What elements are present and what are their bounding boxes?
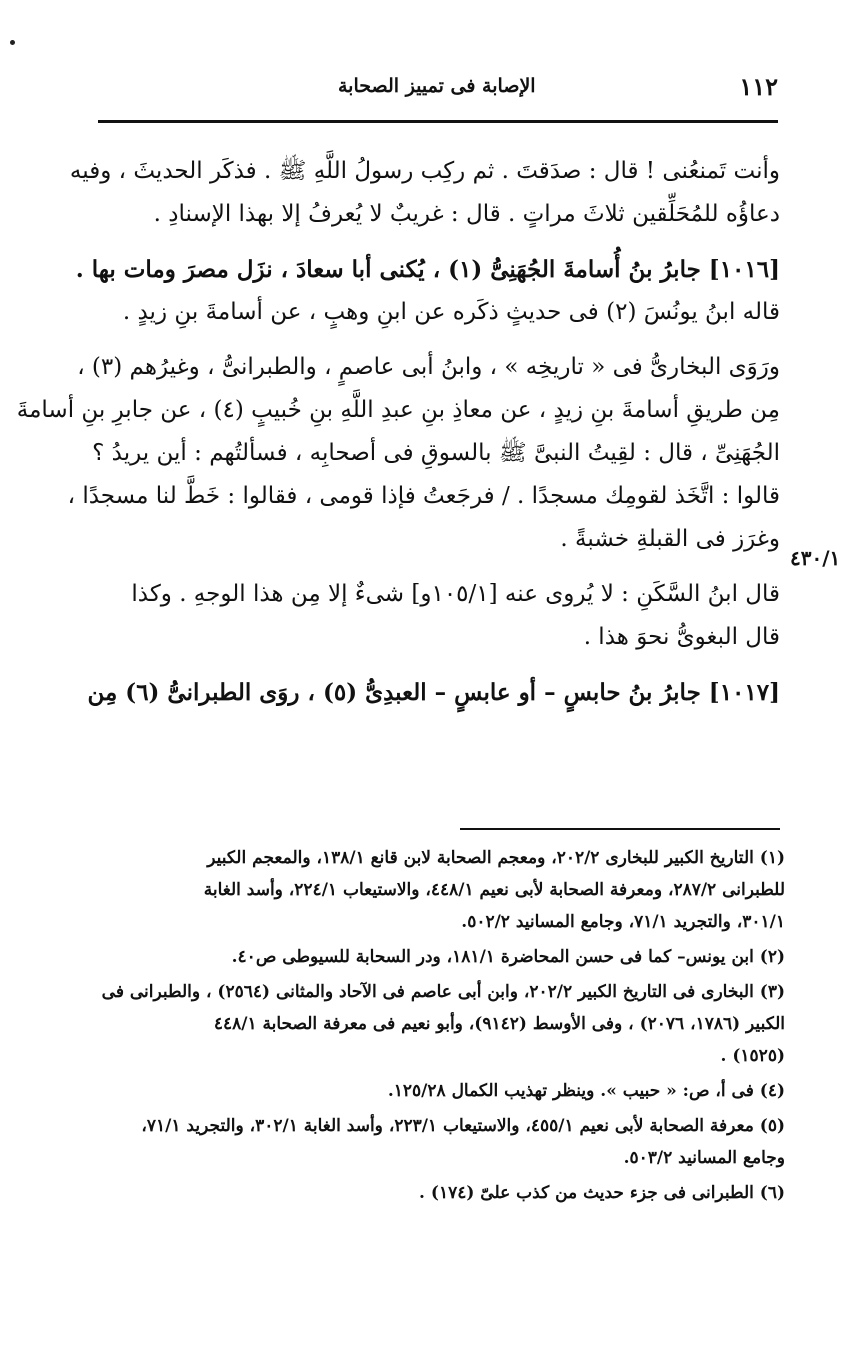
page-number: ١١٢	[739, 71, 778, 101]
footnote-line: (١) التاريخ الكبير للبخارى ٢٠٢/٢، ومعجم الصحابة لابن قانع ١٣٨/١، والمعجم الكبير	[207, 848, 785, 868]
footnote-line: (٣) البخارى فى التاريخ الكبير ٢٠٢/٢، وابن أبى عاصم فى الآحاد والمثانى (٢٥٦٤) ، والطبرانى فى	[101, 982, 785, 1002]
footnote-line: وجامع المسانيد ٥٠٣/٢.	[623, 1148, 785, 1168]
text-line: دعاؤُه للمُحَلِّقين ثلاثَ مراتٍ . قال : غريبٌ لا يُعرفُ إلا بهذا الإسنادِ .	[153, 201, 780, 227]
footnote-rule	[460, 828, 780, 830]
text-line: قاله ابنُ يونُسَ (٢) فى حديثٍ ذكَره عن ابنِ وهبٍ ، عن أسامةَ بنِ زيدٍ .	[122, 299, 780, 325]
footnote	[100, 976, 785, 1072]
footnote	[100, 1075, 785, 1107]
footnotes	[100, 842, 785, 1212]
entry-heading: [١٠١٦] جابرُ بنُ أُسامةَ الجُهَنِىُّ (١) ، يُكنى أبا سعادَ ، نزَل مصرَ ومات بها .	[75, 256, 780, 283]
footnote-line: (٦) الطبرانى فى جزء حديث من كذب علىّ (١٧٤) .	[419, 1183, 785, 1203]
paragraph	[69, 150, 780, 236]
footnote-line: ٣٠١/١، والتجريد ٧١/١، وجامع المسانيد ٥٠٢/٢.	[461, 912, 785, 932]
footnote-line: (٥) معرفة الصحابة لأبى نعيم ٤٥٥/١، والاستيعاب ٢٢٣/١، وأسد الغابة ٣٠٢/١، والتجريد ٧١/١،	[141, 1116, 785, 1136]
paragraph	[16, 346, 780, 561]
text-line: ورَوَى البخارىُّ فى « تاريخِه » ، وابنُ أبى عاصمٍ ، والطبرانىُّ ، وغيرُهم (٣) ،	[77, 354, 780, 380]
entry-1016	[75, 248, 780, 334]
footnote	[100, 941, 785, 973]
margin-page-reference: ٤٣٠/١	[790, 546, 841, 570]
text-line: قال البغوىُّ نحوَ هذا .	[583, 624, 780, 650]
text-line: قالوا : اتَّخَذ لقومِك مسجدًا . / فرجَعتُ فإذا قومى ، فقالوا : خَطَّ لنا مسجدًا ،	[67, 483, 780, 509]
text-line: وأنت تَمنعُنى ! قال : صدَقتَ . ثم ركِب رسولُ اللَّهِ ﷺ . فذكَر الحديثَ ، وفيه	[69, 158, 780, 184]
main-text	[16, 150, 780, 726]
paragraph	[100, 573, 780, 659]
entry-1017	[87, 671, 780, 714]
footnote	[100, 1177, 785, 1209]
footnote-line: (٢) ابن يونس– كما فى حسن المحاضرة ١٨١/١، ودر السحابة للسيوطى ص٤٠.	[231, 947, 785, 967]
text-line: قال ابنُ السَّكَنِ : لا يُروى عنه [١٠٥/١و] شىءٌ إلا مِن هذا الوجهِ . وكذا	[131, 581, 780, 607]
text-line: مِن طريقِ أسامةَ بنِ زيدٍ ، عن معاذِ بنِ عبدِ اللَّهِ بنِ خُبيبٍ (٤) ، عن جابرِ بنِ أسامةَ	[16, 397, 780, 423]
page-header	[98, 68, 778, 104]
scan-dot	[10, 40, 15, 45]
text-line: الجُهَنِىِّ ، قال : لقِيتُ النبىَّ ﷺ بالسوقِ فى أصحابِه ، فسألتُهم : أين يريدُ ؟	[92, 440, 780, 466]
footnote	[100, 842, 785, 938]
footnote	[100, 1110, 785, 1174]
footnote-line: للطبرانى ٢٨٧/٢، ومعرفة الصحابة لأبى نعيم ٤٤٨/١، والاستيعاب ٢٢٤/١، وأسد الغابة	[203, 880, 785, 900]
footnote-line: (١٥٢٥) .	[720, 1046, 785, 1066]
header-rule	[98, 120, 778, 123]
text-line: وغرَز فى القبلةِ خشبةً .	[560, 526, 780, 552]
running-title: الإصابة فى تمييز الصحابة	[338, 75, 536, 97]
footnote-line: (٤) فى أ، ص: « حبيب ». وينظر تهذيب الكمال ١٢٥/٢٨.	[387, 1081, 785, 1101]
entry-heading: [١٠١٧] جابرُ بنُ حابسٍ – أو عابسٍ – العبدِىُّ (٥) ، روَى الطبرانىُّ (٦) مِن	[87, 679, 780, 706]
footnote-line: الكبير (١٧٨٦، ٢٠٧٦) ، وفى الأوسط (٩١٤٢)، وأبو نعيم فى معرفة الصحابة ٤٤٨/١	[213, 1014, 785, 1034]
